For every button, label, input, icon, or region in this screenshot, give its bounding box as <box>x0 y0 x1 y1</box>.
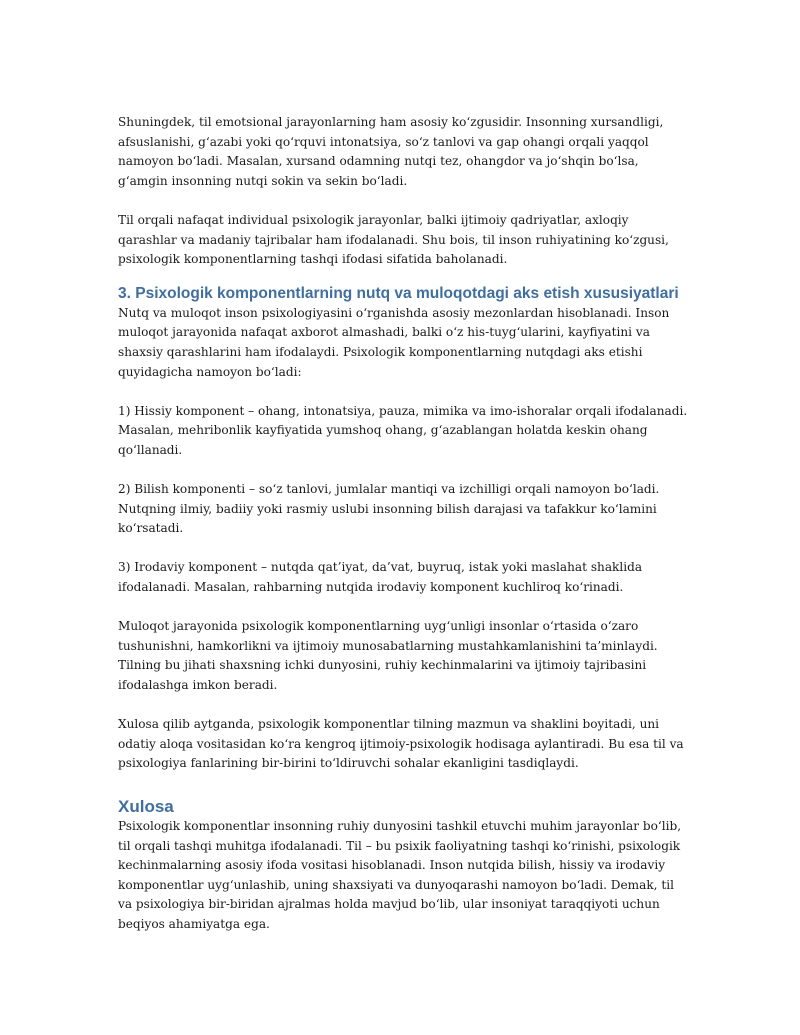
paragraph-spacer <box>118 598 688 618</box>
paragraph-spacer <box>118 191 688 211</box>
paragraph-communication: Muloqot jarayonida psixologik komponentlarning uyg‘unligi insonlar o‘rtasida o‘zaro tushunishni, hamkorlikni va ijtimoiy munosabatlarning mustahkamlanishini ta’minlaydi. Tilning bu jihati shaxsning ichki dunyosini, ruhiy kechinmalarini va ijtimoiy tajribasini ifodalashga imkon beradi. <box>118 619 658 693</box>
document-body <box>118 113 688 935</box>
conclusion-heading: Xulosa <box>118 797 174 816</box>
paragraph-social: Til orqali nafaqat individual psixologik jarayonlar, balki ijtimoiy qadriyatlar, axloqiy qarashlar va madaniy tajribalar ham ifodalanadi. Shu bois, til inson ruhiyatining ko‘zgusi, psixologik komponentlarning tashqi ifodasi sifatida baholanadi. <box>118 212 669 267</box>
list-item-volitional-component: 3) Irodaviy komponent – nutqda qat’iyat, da’vat, buyruq, istak yoki maslahat shaklida ifodalanadi. Masalan, rahbarning nutqida irodaviy komponent kuchliroq ko‘rinadi. <box>118 560 643 595</box>
list-item-cognitive-component: 2) Bilish komponenti – so‘z tanlovi, jumlalar mantiqi va izchilligi orqali namoyon bo‘ladi. Nutqning ilmiy, badiiy yoki rasmiy uslubi insonning bilish darajasi va tafakkur ko‘lamini ko‘rsatadi. <box>118 482 660 536</box>
paragraph-spacer <box>118 461 688 481</box>
section-3-intro: Nutq va muloqot inson psixologiyasini o‘rganishda asosiy mezonlardan hisoblanadi. Inson muloqot jarayonida nafaqat axborot almashadi, balki o‘z his-tuyg‘ularini, kayfiyatini va shaxsiy qarashlarini ham ifodalaydi. Psixologik komponentlarning nutqdagi aks etishi quyidagicha namoyon bo‘ladi: <box>118 305 670 379</box>
conclusion-text: Psixologik komponentlar insonning ruhiy dunyosini tashkil etuvchi muhim jarayonlar bo‘lib, til orqali tashqi muhitga ifodalanadi. Til – bu psixik faoliyatning tashqi ko‘rinishi, psixologik kechinmalarning asosiy ifoda vositasi hisoblanadi. Inson nutqida bilish, hissiy va irodaviy komponentlar uyg‘unlashib, uning shaxsiyati va dunyoqarashi namoyon bo‘ladi. Demak, til va psixologiya bir-biridan ajralmas holda mavjud bo‘lib, ular insoniyat taraqqiyoti uchun beqiyos ahamiyatga ega. <box>118 819 682 931</box>
paragraph-summary: Xulosa qilib aytganda, psixologik komponentlar tilning mazmun va shaklini boyitadi, uni odatiy aloqa vositasidan ko‘ra kengroq ijtimoiy-psixologik hodisaga aylantiradi. Bu esa til va psixologiya fanlarining bir-birini to‘ldiruvchi sohalar ekanligini tasdiqlaydi. <box>118 717 684 771</box>
list-item-emotional-component: 1) Hissiy komponent – ohang, intonatsiya, pauza, mimika va imo-ishoralar orqali ifodalanadi. Masalan, mehribonlik kayfiyatida yumshoq ohang, g‘azablangan holatda keskin ohang qo‘llanadi. <box>118 403 688 457</box>
section-3-heading: 3. Psixologik komponentlarning nutq va muloqotdagi aks etish xususiyatlari <box>118 284 679 302</box>
paragraph-spacer <box>118 696 688 716</box>
paragraph-spacer <box>118 382 688 402</box>
paragraph-spacer <box>118 539 688 559</box>
paragraph-emotional: Shuningdek, til emotsional jarayonlarning ham asosiy ko‘zgusidir. Insonning xursandligi, afsuslanishi, g‘azabi yoki qo‘rquvi intonatsiya, so‘z tanlovi va gap ohangi orqali yaqqol namoyon bo‘ladi. Masalan, xursand odamning nutqi tez, ohangdor va jo‘shqin bo‘lsa, g‘amgin insonning nutqi sokin va sekin bo‘ladi. <box>118 115 664 188</box>
